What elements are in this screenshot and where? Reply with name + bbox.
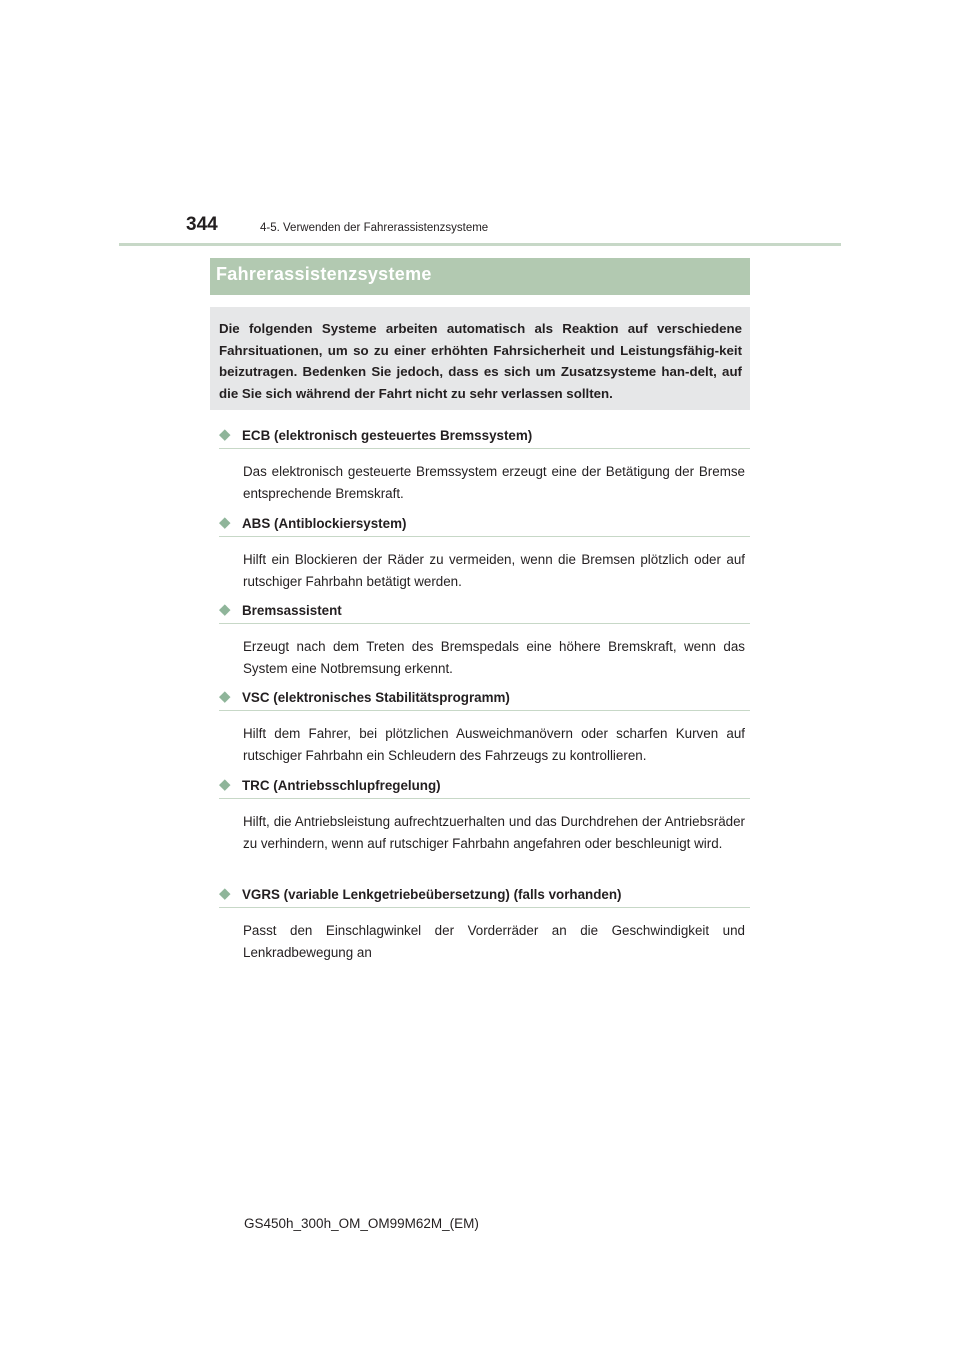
list-item xyxy=(219,688,750,766)
intro-text: Die folgenden Systeme arbeiten automatisch als Reaktion auf verschiedene Fahrsituationen, um so zu einer erhöhten Fahrsicherheit und Leistungsfähig-keit beizutragen. Bedenken Sie jedoch, dass es sich um Zusatzsysteme han-delt, auf die Sie sich während der Fahrt nicht zu sehr verlassen sollten. xyxy=(219,321,742,401)
item-body: Passt den Einschlagwinkel der Vorderräder an die Geschwindigkeit und Lenkradbewegung an xyxy=(243,923,745,960)
list-item xyxy=(219,514,750,592)
diamond-icon: ◆ xyxy=(219,885,231,902)
diamond-icon: ◆ xyxy=(219,776,231,793)
item-body: Hilft ein Blockieren der Räder zu vermeiden, wenn die Bremsen plötzlich oder auf rutschiger Fahrbahn betätigt werden. xyxy=(243,552,745,589)
item-title: VSC (elektronisches Stabilitätsprogramm) xyxy=(242,690,510,705)
item-title: ABS (Antiblockiersystem) xyxy=(242,516,407,531)
intro-box xyxy=(210,307,750,410)
diamond-icon: ◆ xyxy=(219,601,231,618)
diamond-icon: ◆ xyxy=(219,688,231,705)
item-heading xyxy=(219,514,750,537)
list-item xyxy=(219,426,750,504)
item-body: Erzeugt nach dem Treten des Bremspedals eine höhere Bremskraft, wenn das System eine Notbremsung erkennt. xyxy=(243,639,745,676)
list-item xyxy=(219,776,750,854)
item-title: TRC (Antriebsschlupfregelung) xyxy=(242,778,441,793)
item-title: VGRS (variable Lenkgetriebeübersetzung) (falls vorhanden) xyxy=(242,887,622,902)
list-item xyxy=(219,885,750,963)
diamond-icon: ◆ xyxy=(219,514,231,531)
item-body: Das elektronisch gesteuerte Bremssystem erzeugt eine der Betätigung der Bremse entsprechende Bremskraft. xyxy=(243,464,745,501)
item-heading xyxy=(219,885,750,908)
header-divider xyxy=(119,243,841,246)
list-item xyxy=(219,601,750,679)
chapter-title: 4-5. Verwenden der Fahrerassistenzsysteme xyxy=(260,222,489,234)
item-heading xyxy=(219,601,750,624)
page-number: 344 xyxy=(186,214,218,235)
diamond-icon: ◆ xyxy=(219,426,231,443)
item-heading xyxy=(219,688,750,711)
section-title: Fahrerassistenzsysteme xyxy=(216,264,432,284)
item-heading xyxy=(219,426,750,449)
item-title: ECB (elektronisch gesteuertes Bremssystem) xyxy=(242,428,533,443)
item-title: Bremsassistent xyxy=(242,603,342,618)
item-body: Hilft, die Antriebsleistung aufrechtzuerhalten und das Durchdrehen der Antriebsräder zu verhindern, wenn auf rutschiger Fahrbahn angefahren oder beschleunigt wird. xyxy=(243,814,745,851)
footer-document-code: GS450h_300h_OM_OM99M62M_(EM) xyxy=(244,1216,479,1231)
item-body: Hilft dem Fahrer, bei plötzlichen Ausweichmanövern oder scharfen Kurven auf rutschiger Fahrbahn ein Schleudern des Fahrzeugs zu kontrollieren. xyxy=(243,726,745,763)
item-heading xyxy=(219,776,750,799)
